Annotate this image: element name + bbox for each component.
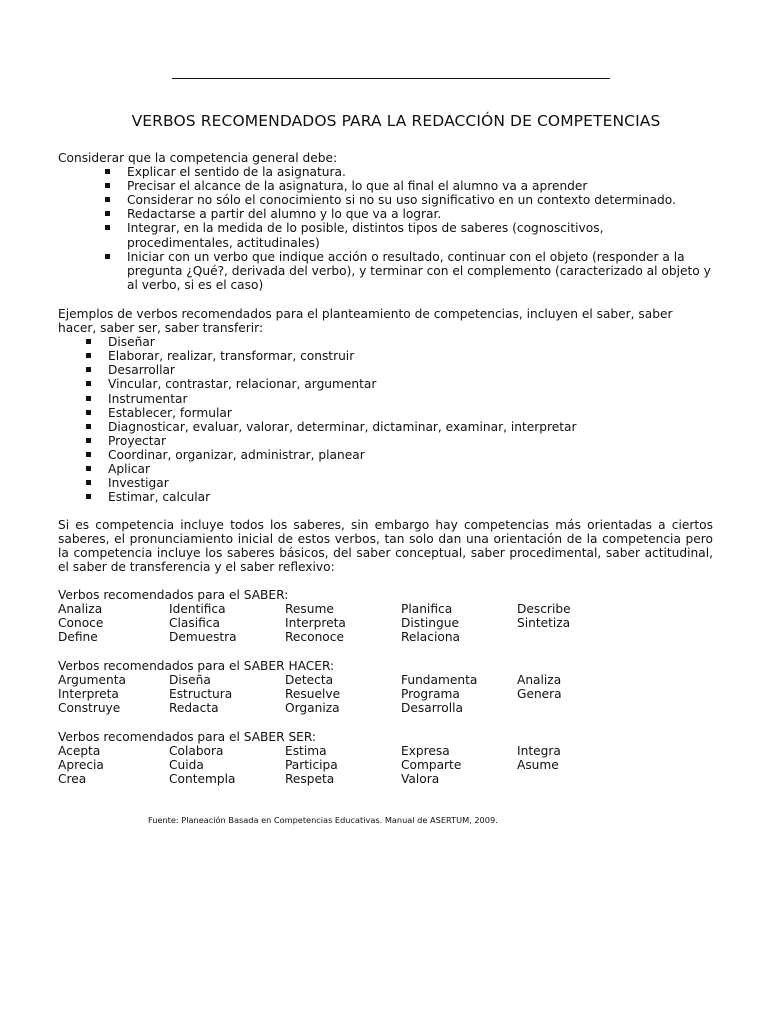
verb-cell: Demuestra [169,630,237,645]
verb-cell: Valora [401,772,440,787]
section-ejemplos-verbos [58,307,713,504]
section-saberes [58,518,713,574]
verbs-saber-ser-heading: Verbos recomendados para el SABER SER: [58,730,317,744]
verb-cell: Describe [517,602,571,617]
verb-cell: Participa [285,758,338,773]
verb-cell: Estructura [169,687,233,702]
verb-cell: Define [58,630,98,645]
list-item: Desarrollar [58,363,713,377]
section1-list [58,165,713,292]
verb-cell: Programa [401,687,460,702]
verb-cell: Resume [285,602,334,617]
verb-cell: Conoce [58,616,104,631]
verb-cell: Crea [58,772,87,787]
verbs-saber-ser [58,730,713,786]
list-item: Elaborar, realizar, transformar, construir [58,349,713,363]
verb-cell [517,772,633,786]
verb-cell: Genera [517,687,562,702]
verbs-saber-ser-grid [58,744,713,786]
list-item: Integrar, en la medida de lo posible, distintos tipos de saberes (cognoscitivos, procedimentales, actitudinales) [58,221,713,249]
list-item: Investigar [58,476,713,490]
verb-cell: Integra [517,744,561,759]
verb-cell: Expresa [401,744,450,759]
section2-list [58,335,713,504]
verb-cell: Colabora [169,744,224,759]
verb-cell: Fundamenta [401,673,478,688]
verb-cell: Respeta [285,772,335,787]
verb-cell: Analiza [517,673,562,688]
verb-cell [517,701,633,715]
verbs-saber-grid [58,602,713,644]
list-item: Estimar, calcular [58,490,713,504]
verb-cell: Asume [517,758,559,773]
list-item: Considerar no sólo el conocimiento si no su uso significativo en un contexto determinado. [58,193,713,207]
verb-cell: Acepta [58,744,101,759]
verb-cell: Interpreta [285,616,346,631]
list-item: Proyectar [58,434,713,448]
verb-cell: Estima [285,744,327,759]
section-competencia-general [58,151,713,292]
list-item: Diagnosticar, evaluar, valorar, determinar, dictaminar, examinar, interpretar [58,420,713,434]
verb-cell: Planifica [401,602,453,617]
list-item: Coordinar, organizar, administrar, planear [58,448,713,462]
verb-cell [517,630,633,644]
list-item: Aplicar [58,462,713,476]
verb-cell: Interpreta [58,687,119,702]
verb-cell: Resuelve [285,687,341,702]
verb-cell: Analiza [58,602,103,617]
section3-paragraph: Si es competencia incluye todos los saberes, sin embargo hay competencias más orientadas a ciertos saberes, el pronunciamiento inicial de estos verbos, tan solo dan una orientación de la competencia pero la competencia incluye los saberes básicos, del saber conceptual, saber procedimental, saber actitudinal, el saber de transferencia y el saber reflexivo: [58,518,713,575]
verb-cell: Desarrolla [401,701,463,716]
list-item: Precisar el alcance de la asignatura, lo que al final el alumno va a aprender [58,179,713,193]
verb-cell: Detecta [285,673,334,688]
verbs-saber-hacer-grid [58,673,713,715]
verb-cell: Clasifica [169,616,220,631]
list-item: Diseñar [58,335,713,349]
page-title: VERBOS RECOMENDADOS PARA LA REDACCIÓN DE COMPETENCIAS [131,112,661,130]
verb-cell: Organiza [285,701,340,716]
verb-cell: Reconoce [285,630,344,645]
list-item: Instrumentar [58,392,713,406]
verbs-saber-hacer-heading: Verbos recomendados para el SABER HACER: [58,659,335,673]
verb-cell: Relaciona [401,630,461,645]
verb-cell: Contempla [169,772,236,787]
verb-cell: Identifica [169,602,226,617]
verbs-saber-heading: Verbos recomendados para el SABER: [58,588,289,602]
list-item: Establecer, formular [58,406,713,420]
verbs-saber-hacer [58,659,713,715]
verb-cell: Distingue [401,616,459,631]
section1-intro: Considerar que la competencia general debe: [58,151,338,165]
verb-cell: Comparte [401,758,462,773]
verb-cell: Sintetiza [517,616,571,631]
source-citation: Fuente: Planeación Basada en Competencias Educativas. Manual de ASERTUM, 2009. [148,815,498,825]
list-item: Redactarse a partir del alumno y lo que va a lograr. [58,207,713,221]
list-item: Iniciar con un verbo que indique acción o resultado, continuar con el objeto (responder a la pregunta ¿Qué?, derivada del verbo), y terminar con el complemento (caracterizado al objeto y al verbo, si es el caso) [58,250,713,292]
top-rule [172,78,610,79]
verb-cell: Redacta [169,701,219,716]
verbs-saber [58,588,713,644]
section2-intro: Ejemplos de verbos recomendados para el planteamiento de competencias, incluyen el saber, saber hacer, saber ser, saber transferir: [58,307,673,336]
list-item: Vincular, contrastar, relacionar, argumentar [58,377,713,391]
verb-cell: Diseña [169,673,211,688]
list-item: Explicar el sentido de la asignatura. [58,165,713,179]
verb-cell: Aprecia [58,758,104,773]
verb-cell: Construye [58,701,121,716]
verb-cell: Cuida [169,758,204,773]
verb-cell: Argumenta [58,673,126,688]
